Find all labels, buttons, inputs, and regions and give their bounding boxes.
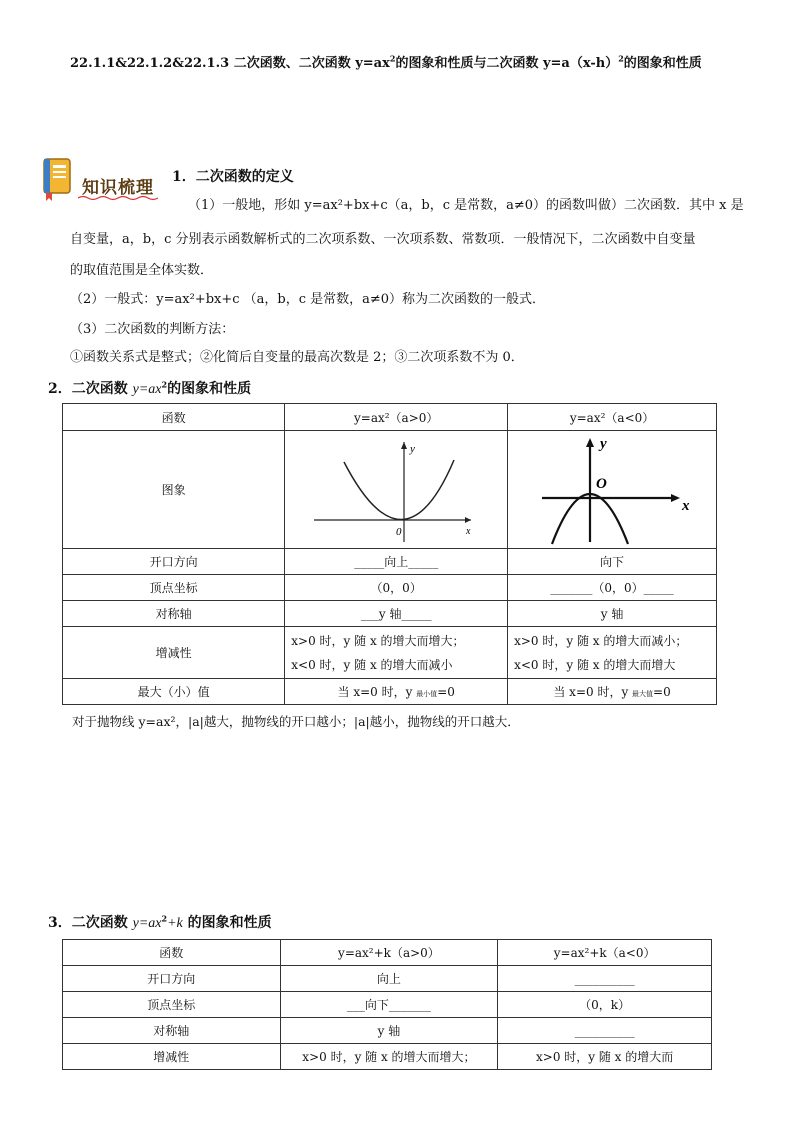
- table-row: [63, 1044, 712, 1070]
- document-title: 22.1.1&22.1.2&22.1.3 二次函数、二次函数 $y=ax^2$的图象和性质与二次函数 $y=a(x-h)^2$的图象和性质: [70, 53, 702, 71]
- table-cell: 向下: [508, 549, 717, 575]
- section1-p1-line1: （1）一般地，形如 y=ax²+bx+c（a，b，c 是常数，a≠0）的函数叫做）二次函数．其中 x 是: [188, 198, 744, 213]
- graph-cell-positive: [285, 431, 508, 549]
- mono-line: x>0 时，y 随 x 的增大而增大；: [291, 633, 465, 648]
- table-cell: _____向上_____: [285, 549, 508, 575]
- table-cell: [285, 627, 508, 679]
- table-cell: x>0 时，y 随 x 的增大而增大；: [280, 1044, 498, 1070]
- extreme-subscript: 最大值: [632, 690, 654, 698]
- table-cell: 对称轴: [63, 1018, 281, 1044]
- table-cell: 开口方向: [63, 966, 281, 992]
- knowledge-badge: [38, 155, 166, 203]
- section3-heading: 3．二次函数 $y=ax^2+k$ 的图象和性质: [48, 913, 272, 931]
- table-row: [63, 679, 717, 705]
- section1-p1-line2: 自变量，a，b，c 分别表示函数解析式的二次项系数、一次项系数、常数项．一般情况下，二次函数中自变量: [70, 232, 696, 247]
- table-quadratic-shift: [62, 939, 712, 1070]
- table-cell: 向上: [280, 966, 498, 992]
- table-cell: 增减性: [63, 1044, 281, 1070]
- table-cell: y=ax²（a<0）: [508, 404, 717, 431]
- graph-cell-negative: [508, 431, 717, 549]
- table-cell: [508, 679, 717, 705]
- table-cell: _______（0，0）_____: [508, 575, 717, 601]
- section2-note: 对于抛物线 y=ax²，|a|越大，抛物线的开口越小；|a|越小，抛物线的开口越大．: [72, 714, 520, 729]
- mono-line: x<0 时，y 随 x 的增大而减小: [291, 657, 453, 672]
- section1-heading: 1．二次函数的定义: [172, 169, 294, 185]
- table-cell: 开口方向: [63, 549, 285, 575]
- table-cell: （0，k）: [498, 992, 712, 1018]
- table-cell: __________: [498, 966, 712, 992]
- x-label: x: [466, 525, 471, 537]
- section1-p4: ①函数关系式是整式；②化简后自变量的最高次数是 2；③二次项系数不为 0．: [70, 350, 524, 365]
- table-cell: 图象: [63, 431, 285, 549]
- table-cell: 顶点坐标: [63, 992, 281, 1018]
- extreme-text: 当 x=0 时，y: [337, 685, 417, 699]
- table-cell: __________: [498, 1018, 712, 1044]
- book-icon: [38, 155, 78, 203]
- table-cell: （0，0）: [285, 575, 508, 601]
- table-cell: y=ax²+k（a<0）: [498, 940, 712, 966]
- table-cell: ___向下_______: [280, 992, 498, 1018]
- parabola-up-graph: [306, 434, 486, 546]
- mono-line: x<0 时，y 随 x 的增大而增大: [514, 657, 676, 672]
- extreme-value: =0: [653, 685, 671, 699]
- table-row: [63, 601, 717, 627]
- section1-p3: （3）二次函数的判断方法：: [70, 322, 235, 337]
- section1-p1-line3: 的取值范围是全体实数．: [70, 263, 214, 278]
- table-cell: x>0 时，y 随 x 的增大而: [498, 1044, 712, 1070]
- table-cell: 增减性: [63, 627, 285, 679]
- extreme-text: 当 x=0 时，y: [553, 685, 633, 699]
- y-label: y: [600, 435, 607, 452]
- table-cell: 函数: [63, 940, 281, 966]
- table-row: [63, 549, 717, 575]
- mono-line: x>0 时，y 随 x 的增大而减小；: [514, 633, 688, 648]
- section2-heading: 2．二次函数 $y=ax^2$的图象和性质: [48, 379, 252, 397]
- origin-label: 0: [396, 525, 402, 538]
- table-cell: [508, 627, 717, 679]
- parabola-curve: [344, 460, 454, 520]
- table-cell: 函数: [63, 404, 285, 431]
- table-cell: 最大（小）值: [63, 679, 285, 705]
- table-row: [63, 575, 717, 601]
- x-axis-arrow: [671, 494, 680, 502]
- table-cell: [285, 679, 508, 705]
- extreme-value: =0: [437, 685, 455, 699]
- table-cell: y=ax²+k（a>0）: [280, 940, 498, 966]
- table-cell: y 轴: [280, 1018, 498, 1044]
- badge-underline: [78, 195, 160, 201]
- extreme-subscript: 最小值: [416, 690, 438, 698]
- table-row: [63, 940, 712, 966]
- table-row: [63, 966, 712, 992]
- table-row: [63, 404, 717, 431]
- table-row: [63, 1018, 712, 1044]
- table-cell: y=ax²（a>0）: [285, 404, 508, 431]
- table-quadratic-basic: [62, 403, 717, 705]
- table-cell: 对称轴: [63, 601, 285, 627]
- origin-label: O: [596, 475, 607, 492]
- x-label: x: [682, 497, 690, 514]
- y-label: y: [410, 442, 416, 455]
- parabola-down-graph: [522, 434, 702, 546]
- table-row: [63, 431, 717, 549]
- y-axis-arrow: [401, 442, 407, 449]
- badge-label: 知识梳理: [82, 178, 154, 198]
- table-cell: 顶点坐标: [63, 575, 285, 601]
- table-row: [63, 992, 712, 1018]
- table-cell: ___y 轴_____: [285, 601, 508, 627]
- table-row: [63, 627, 717, 679]
- section1-p2: （2）一般式：y=ax²+bx+c （a，b，c 是常数，a≠0）称为二次函数的一般式．: [70, 292, 546, 307]
- x-axis-arrow: [465, 517, 471, 523]
- table-cell: y 轴: [508, 601, 717, 627]
- y-axis-arrow: [586, 438, 594, 447]
